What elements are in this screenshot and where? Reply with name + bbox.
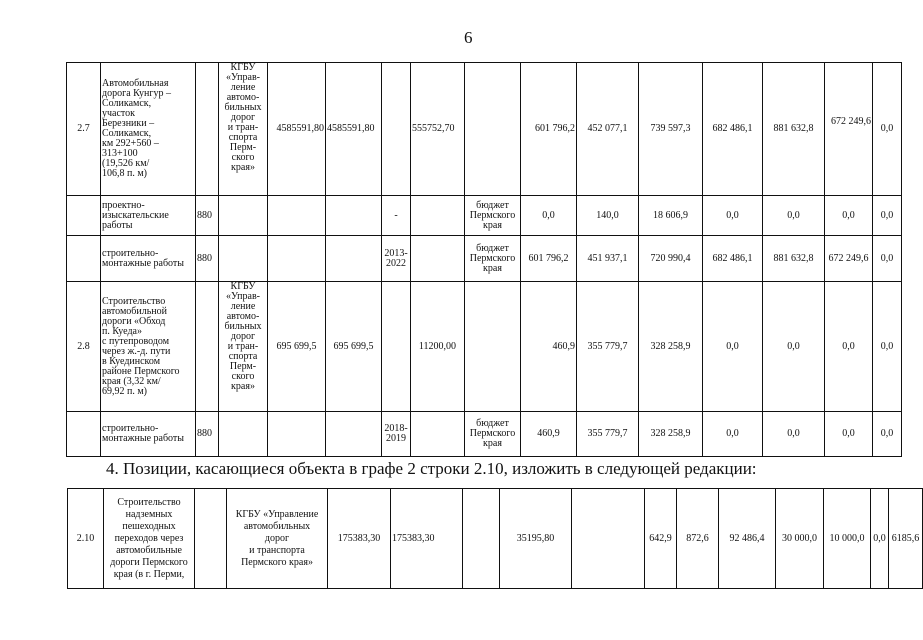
estimated-cost-cell: 695 699,5 [326,282,382,412]
value-cell: 0,0 [873,63,902,196]
work-type: строительно- монтажные работы [101,412,196,457]
value-cell: 642,9 [645,489,677,589]
value-cell: 682 486,1 [703,236,763,282]
source-cell [465,63,521,196]
table-row-construction [67,412,902,457]
value-cell: 10 000,0 [824,489,871,589]
period-cell [463,489,500,589]
code-cell [196,63,219,196]
financed-cell: 11200,00 [411,282,465,412]
investment-table [66,62,902,457]
value-cell: 601 796,2 [521,63,577,196]
code-cell: 880 [196,412,219,457]
code-cell: 880 [196,196,219,236]
customer-cell: КГБУ «Управ- ление автомо- бильных дорог и тран- спорта Перм- ского края» [219,63,268,196]
total-cost-cell [268,412,326,457]
value-cell: 0,0 [873,236,902,282]
row-number [67,412,101,457]
value-cell: 601 796,2 [521,236,577,282]
row-number: 2.7 [67,63,101,196]
work-type: проектно- изыскательские работы [101,196,196,236]
row-number: 2.10 [68,489,104,589]
value-cell: 0,0 [825,282,873,412]
page-number: 6 [464,28,473,47]
value-cell: 0,0 [763,412,825,457]
replacement-table [67,488,923,589]
code-cell [195,489,227,589]
period-cell: - [382,196,411,236]
value-cell: 720 990,4 [639,236,703,282]
customer-cell [219,412,268,457]
total-cost-cell [268,236,326,282]
value-cell: 460,9 [521,412,577,457]
value-cell: 451 937,1 [577,236,639,282]
financed-cell: 35195,80 [500,489,572,589]
value-cell: 0,0 [871,489,889,589]
customer-cell [219,236,268,282]
source-cell [465,282,521,412]
table-row-2-10 [68,489,923,589]
value-cell: 0,0 [873,412,902,457]
value-cell: 0,0 [873,282,902,412]
table-row-construction [67,236,902,282]
work-type: строительно- монтажные работы [101,236,196,282]
total-cost-cell: 695 699,5 [268,282,326,412]
financed-cell [411,196,465,236]
value-cell: 0,0 [825,196,873,236]
value-cell: 6185,6 [889,489,923,589]
source-cell: бюджет Пермского края [465,196,521,236]
row-number [67,196,101,236]
object-name: Строительство надземных пешеходных переходов через автомобильные дороги Пермского края (в г. Перми, [104,489,195,589]
value-cell: 672 249,6 [825,236,873,282]
code-cell: 880 [196,236,219,282]
value-cell: 0,0 [825,412,873,457]
value-cell: 92 486,4 [719,489,776,589]
value-cell: 682 486,1 [703,63,763,196]
estimated-cost-cell: 4585591,80 [326,63,382,196]
period-cell [382,63,411,196]
value-cell: 0,0 [521,196,577,236]
value-cell: 0,0 [763,196,825,236]
estimated-cost-cell [326,236,382,282]
value-cell: 0,0 [703,282,763,412]
total-cost-cell: 175383,30 [328,489,391,589]
financed-cell [411,412,465,457]
value-cell: 872,6 [677,489,719,589]
value-cell: 18 606,9 [639,196,703,236]
period-cell [382,282,411,412]
row-number [67,236,101,282]
section-heading: 4. Позиции, касающиеся объекта в графе 2 строки 2.10, изложить в следующей редакции: [106,459,757,478]
value-cell: 0,0 [703,196,763,236]
value-cell: 328 258,9 [639,282,703,412]
financed-cell: 555752,70 [411,63,465,196]
estimated-cost-cell: 175383,30 [391,489,463,589]
object-name: Автомобильная дорога Кунгур – Соликамск, участок Березники – Соликамск, км 292+560 – 313+100 (19,526 км/ 106,8 п. м) [101,63,196,196]
period-cell: 2018- 2019 [382,412,411,457]
table-row-2-7 [67,63,902,196]
value-cell: 739 597,3 [639,63,703,196]
value-cell: 881 632,8 [763,63,825,196]
financed-cell [411,236,465,282]
source-cell: бюджет Пермского края [465,236,521,282]
customer-cell [219,196,268,236]
total-cost-cell: 4585591,80 [268,63,326,196]
table-row-2-8 [67,282,902,412]
value-cell: 460,9 [521,282,577,412]
value-cell: 0,0 [763,282,825,412]
estimated-cost-cell [326,412,382,457]
value-cell: 672 249,6 [825,63,873,196]
source-cell: бюджет Пермского края [465,412,521,457]
value-cell: 355 779,7 [577,412,639,457]
value-cell: 140,0 [577,196,639,236]
value-cell: 0,0 [873,196,902,236]
value-cell: 355 779,7 [577,282,639,412]
object-name: Строительство автомобильной дороги «Обход п. Куеда» с путепроводом через ж.-д. пути в Куединском районе Пермского края (3,32 км/ 69,92 п. м) [101,282,196,412]
value-cell: 452 077,1 [577,63,639,196]
total-cost-cell [268,196,326,236]
period-cell: 2013- 2022 [382,236,411,282]
value-cell: 881 632,8 [763,236,825,282]
code-cell [196,282,219,412]
estimated-cost-cell [326,196,382,236]
customer-cell: КГБУ «Управление автомобильных дорог и транспорта Пермского края» [227,489,328,589]
source-cell [572,489,645,589]
value-cell: 328 258,9 [639,412,703,457]
table-row-design [67,196,902,236]
row-number: 2.8 [67,282,101,412]
value-cell: 0,0 [703,412,763,457]
value-cell: 30 000,0 [776,489,824,589]
customer-cell: КГБУ «Управ- ление автомо- бильных дорог и тран- спорта Перм- ского края» [219,282,268,412]
